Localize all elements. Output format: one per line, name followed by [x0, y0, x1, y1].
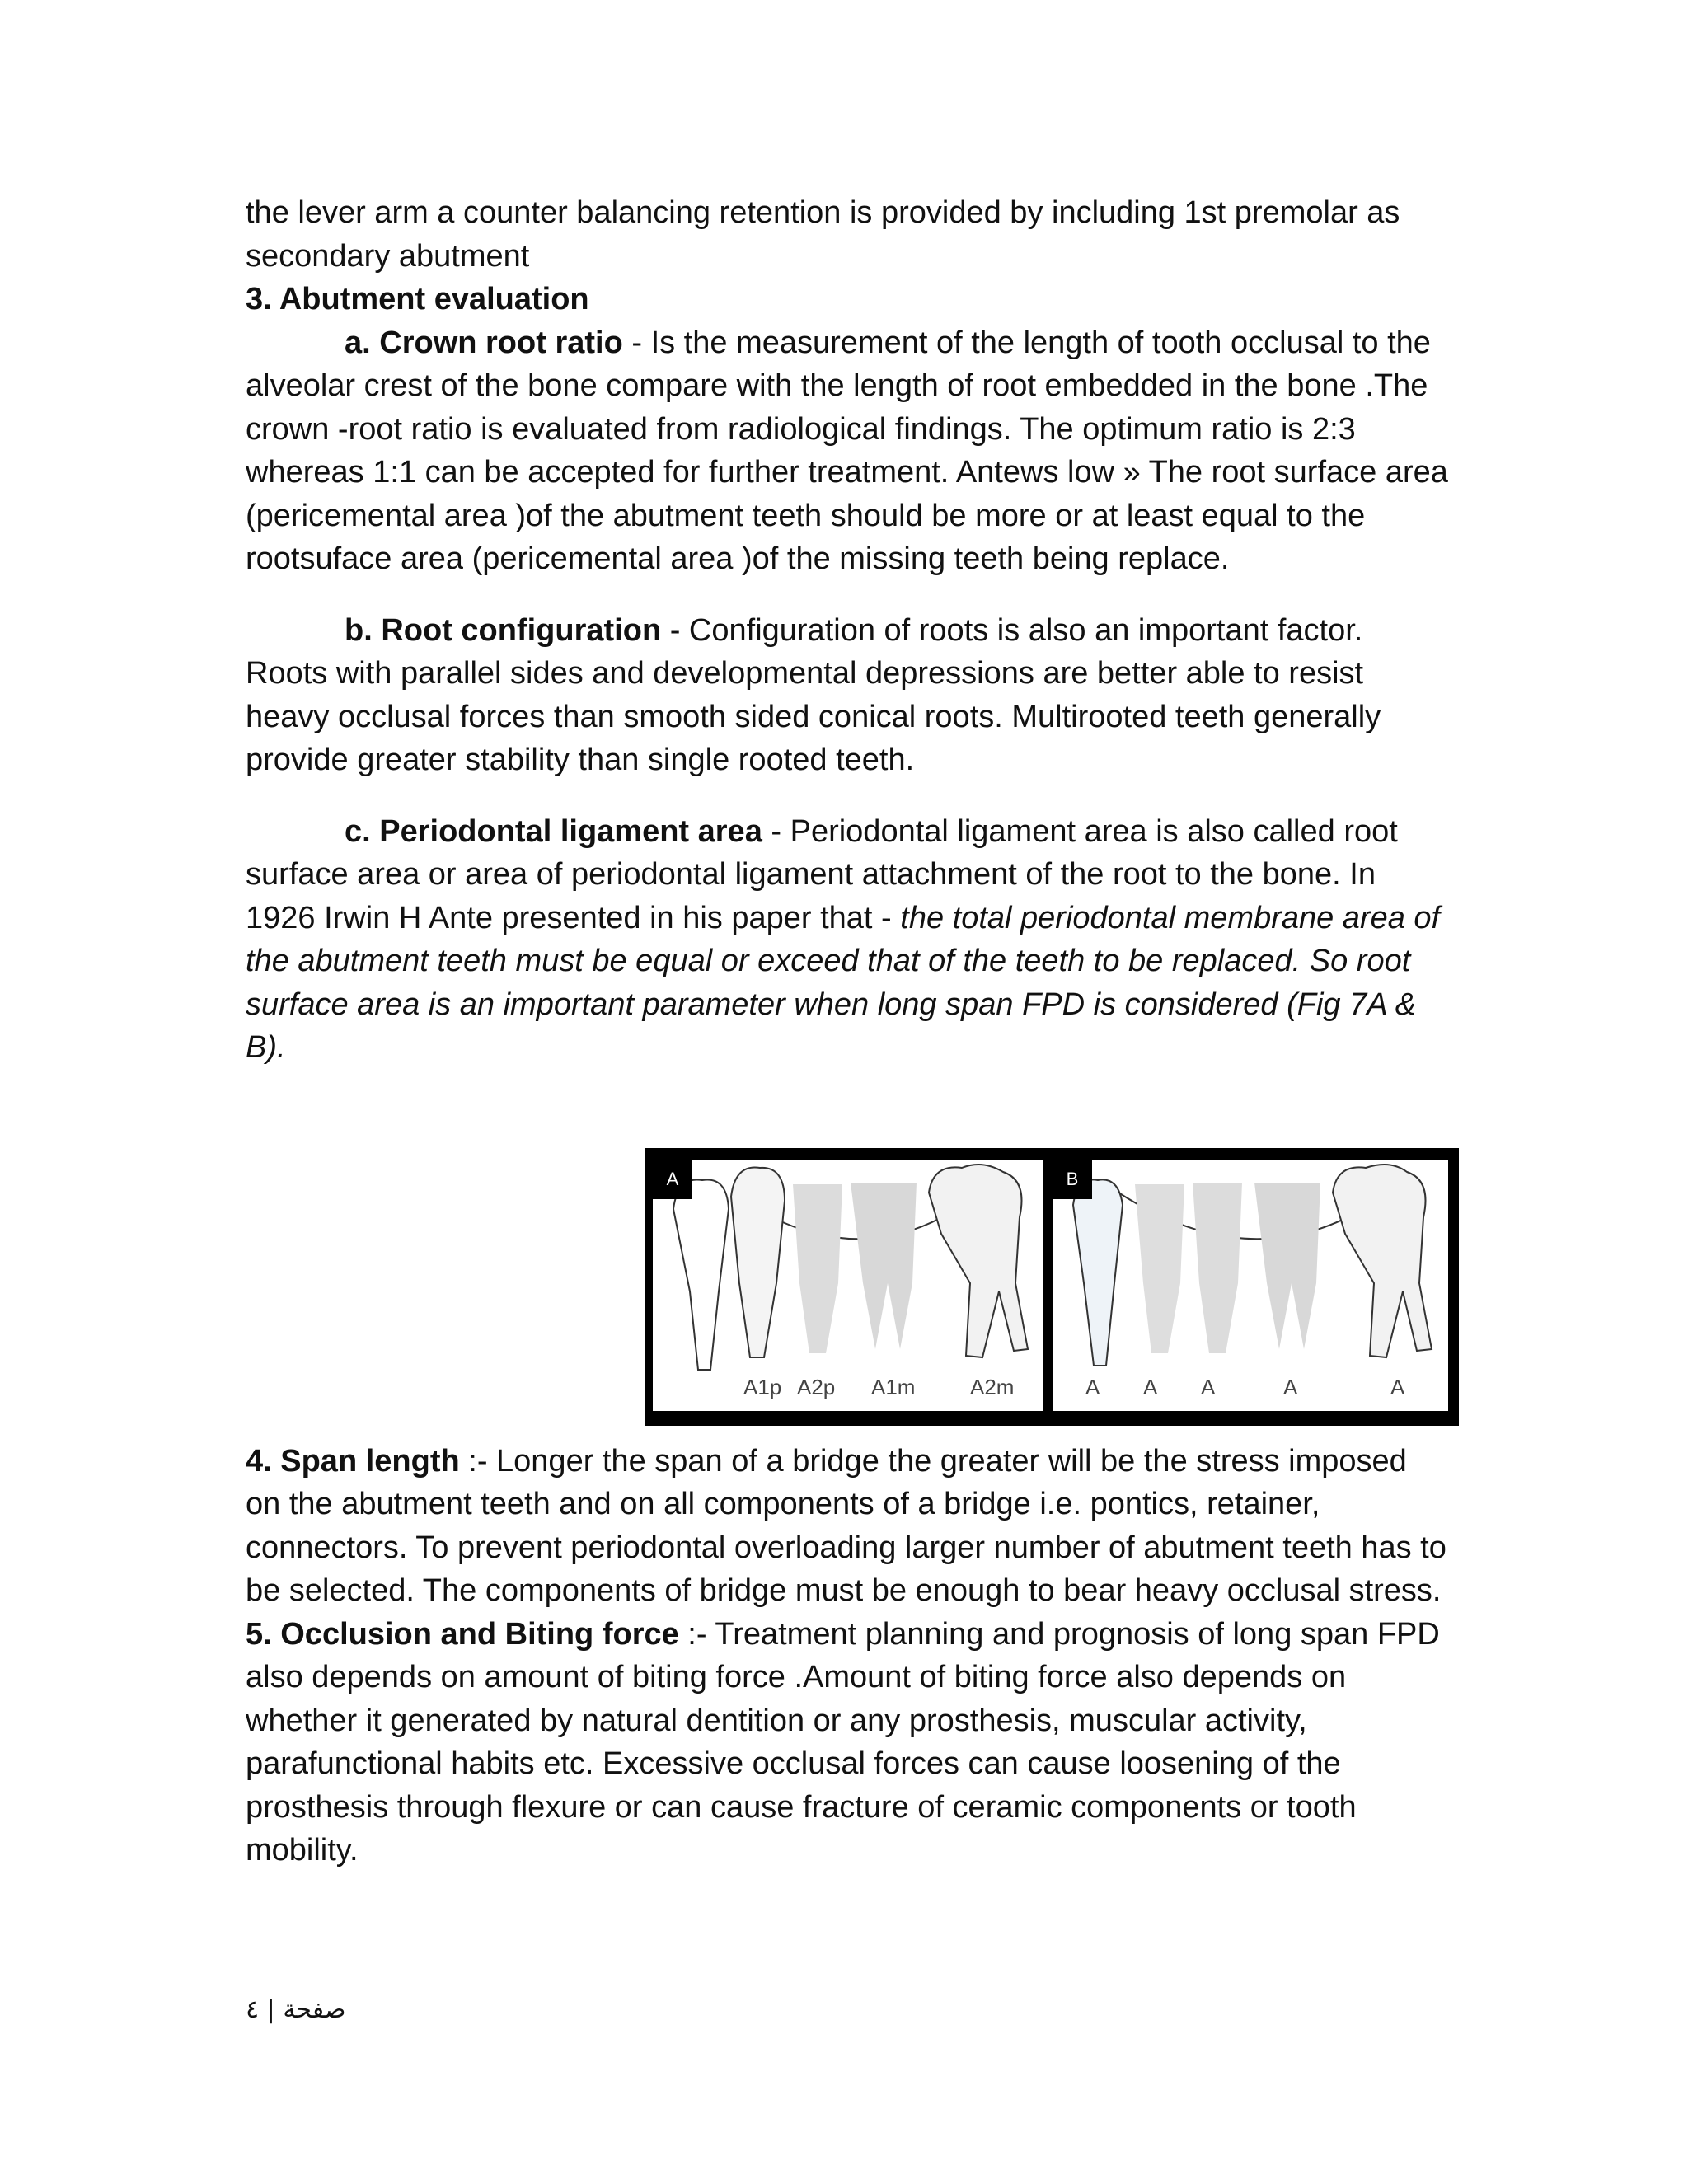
label-b4: A	[1283, 1375, 1298, 1399]
label-a2p: A2p	[797, 1375, 836, 1399]
root-labels-b	[1053, 1160, 1448, 1411]
crown-root-ratio-label: a. Crown root ratio	[345, 325, 623, 360]
section-3-heading: 3. Abutment evaluation	[246, 282, 589, 316]
periodontal-ligament-paragraph: c. Periodontal ligament area - Periodontal ligament area is also called root surface area or area of periodontal ligament attachment of the root to the bone. In 1926 Irwin H Ante presented in his paper that - the total periodontal membrane area of the abutment teeth must be equal or exceed that of the teeth to be replaced. So root surface area is an important parameter when long span FPD is considered (Fig 7A & B).	[246, 813, 1441, 1065]
span-length-paragraph: 4. Span length :- Longer the span of a bridge the greater will be the stress imposed on the abutment teeth and on all components of a bridge i.e. pontics, retainer, connectors. To prevent periodontal overloading larger number of abutment teeth has to be selected. The components of bridge must be enough to bear heavy occlusal stress.	[246, 1443, 1447, 1608]
label-a2m: A2m	[970, 1375, 1015, 1399]
label-b3: A	[1201, 1375, 1216, 1399]
figure-panel-b	[1053, 1160, 1448, 1411]
occlusion-paragraph: 5. Occlusion and Biting force :- Treatment planning and prognosis of long span FPD also depends on amount of biting force .Amount of biting force also depends on whether it generated by natural dentition or any prosthesis, muscular activity, parafunctional habits etc. Excessive occlusal forces can cause loosening of the prosthesis through flexure or can cause fracture of ceramic components or tooth mobility.	[246, 1616, 1440, 1868]
label-a1p: A1p	[743, 1375, 782, 1399]
page-footer	[246, 1995, 345, 2024]
panel-b-letter: B	[1053, 1160, 1092, 1199]
figure-panel-a	[653, 1160, 1043, 1411]
label-b2: A	[1143, 1375, 1158, 1399]
crown-root-ratio-paragraph: a. Crown root ratio - Is the measurement of the length of tooth occlusal to the alveolar crest of the bone compare with the length of root embedded in the bone .The crown -root ratio is evaluated from radiological findings. The optimum ratio is 2:3 whereas 1:1 can be accepted for further treatment. Antews low » The root surface area (pericemental area )of the abutment teeth should be more or at least equal to the rootsuface area (pericemental area )of the missing teeth being replace.	[246, 325, 1448, 576]
root-configuration-label: b. Root configuration	[345, 612, 662, 648]
label-b5: A	[1390, 1375, 1405, 1399]
body-text	[246, 191, 1449, 1872]
label-b1: A	[1085, 1375, 1100, 1399]
label-a1m: A1m	[871, 1375, 916, 1399]
footer-separator: |	[266, 1995, 275, 2024]
page-word: صفحة	[283, 1995, 346, 2024]
page-number: ٤	[246, 1995, 260, 2024]
fig-7-teeth-diagram	[645, 1148, 1459, 1426]
periodontal-ligament-label: c. Periodontal ligament area	[345, 813, 762, 849]
panel-a-letter: A	[653, 1160, 692, 1199]
root-configuration-paragraph: b. Root configuration - Configuration of roots is also an important factor. Roots with parallel sides and developmental depressions are better able to resist heavy occlusal forces than smooth sided conical roots. Multirooted teeth generally provide greater stability than single rooted teeth.	[246, 612, 1381, 777]
span-length-label: 4. Span length	[246, 1443, 460, 1479]
root-labels-a	[653, 1160, 1043, 1411]
intro-paragraph: the lever arm a counter balancing retention is provided by including 1st premolar as secondary abutment	[246, 195, 1400, 274]
occlusion-label: 5. Occlusion and Biting force	[246, 1616, 679, 1652]
ante-law-quote: the total periodontal membrane area of the abutment teeth must be equal or exceed that of the teeth to be replaced. So root surface area is an important parameter when long span FPD is considered (Fig 7A & B).	[246, 900, 1441, 1065]
